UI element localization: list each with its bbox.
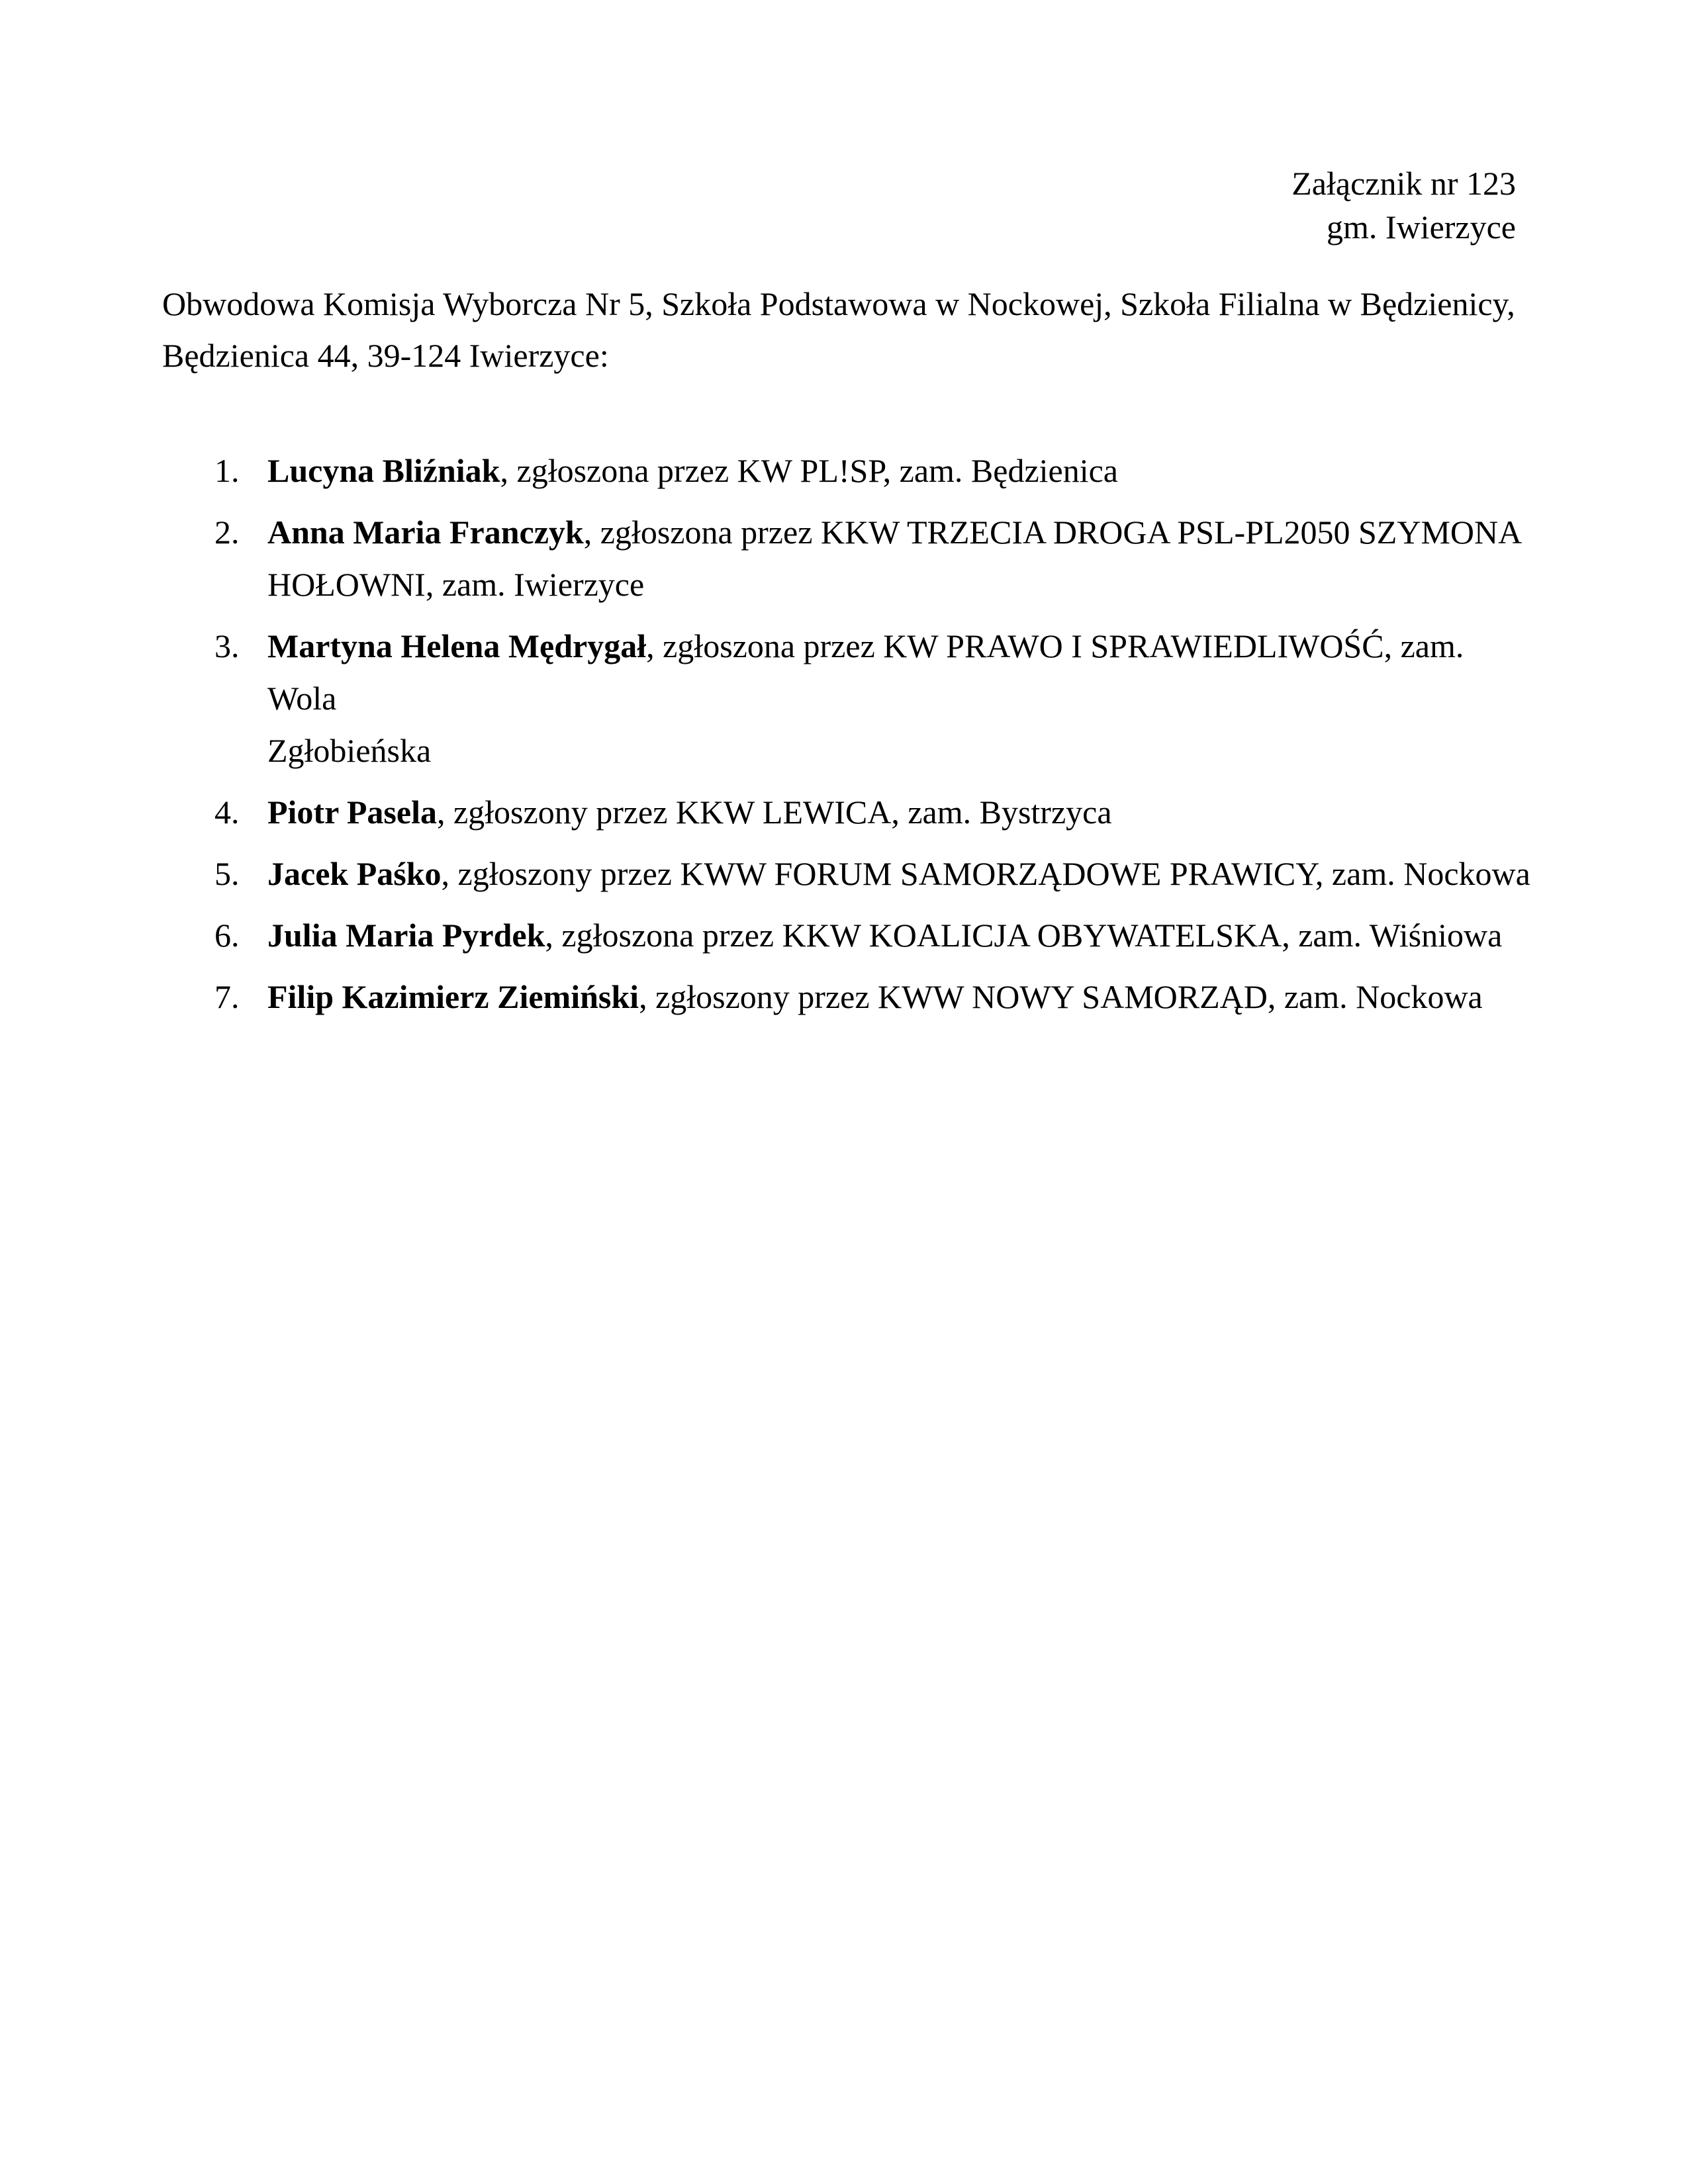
member-item	[214, 506, 1532, 611]
member-entry	[267, 909, 1532, 962]
member-entry	[267, 971, 1532, 1023]
member-number: 6.	[214, 917, 240, 954]
member-details-line2: HOŁOWNI, zam. Iwierzyce	[267, 566, 645, 603]
member-details: , zgłoszony przez KWW NOWY SAMORZĄD, zam. Nockowa	[639, 978, 1483, 1015]
member-number: 4.	[214, 794, 240, 831]
member-number: 5.	[214, 855, 240, 892]
member-item	[214, 786, 1532, 839]
member-item	[214, 909, 1532, 962]
member-number: 2.	[214, 514, 240, 551]
member-item	[214, 445, 1532, 497]
municipality-label: gm. Iwierzyce	[1327, 208, 1516, 246]
member-name: Piotr Pasela	[267, 794, 437, 831]
member-entry	[267, 445, 1532, 497]
member-entry	[267, 848, 1532, 900]
member-entry	[267, 506, 1532, 611]
member-details: , zgłoszony przez KWW FORUM SAMORZĄDOWE PRAWICY, zam. Nockowa	[441, 855, 1530, 892]
commission-intro	[162, 278, 1532, 381]
member-list	[162, 445, 1532, 1023]
member-item	[214, 848, 1532, 900]
member-item	[214, 620, 1532, 777]
member-details: , zgłoszona przez KW PRAWO I SPRAWIEDLIWOŚĆ, zam. Wola	[267, 627, 1464, 717]
member-name: Jacek Paśko	[267, 855, 442, 892]
member-number: 7.	[214, 978, 240, 1015]
member-name: Julia Maria Pyrdek	[267, 917, 545, 954]
member-details: , zgłoszona przez KKW TRZECIA DROGA PSL-PL2050 SZYMONA	[583, 514, 1523, 551]
member-name: Filip Kazimierz Ziemiński	[267, 978, 639, 1015]
member-number: 3.	[214, 627, 240, 664]
member-name: Anna Maria Franczyk	[267, 514, 584, 551]
member-item	[214, 971, 1532, 1023]
member-entry	[267, 620, 1532, 777]
document-content	[0, 0, 1688, 1023]
member-details: , zgłoszona przez KW PL!SP, zam. Będzienica	[500, 452, 1118, 489]
member-details-line2: Zgłobieńska	[267, 732, 432, 769]
member-details: , zgłoszony przez KKW LEWICA, zam. Bystrzyca	[436, 794, 1112, 831]
member-name: Martyna Helena Mędrygał	[267, 627, 647, 664]
attachment-number: Załącznik nr 123	[1291, 165, 1516, 202]
member-details: , zgłoszona przez KKW KOALICJA OBYWATELSKA, zam. Wiśniowa	[545, 917, 1503, 954]
attachment-header	[162, 161, 1516, 249]
member-number: 1.	[214, 452, 240, 489]
commission-intro-line-1: Obwodowa Komisja Wyborcza Nr 5, Szkoła Podstawowa w Nockowej, Szkoła Filialna w Będzienicy,	[162, 285, 1515, 322]
member-entry	[267, 786, 1532, 839]
member-name: Lucyna Bliźniak	[267, 452, 500, 489]
commission-intro-line-2: Będzienica 44, 39-124 Iwierzyce:	[162, 337, 609, 374]
